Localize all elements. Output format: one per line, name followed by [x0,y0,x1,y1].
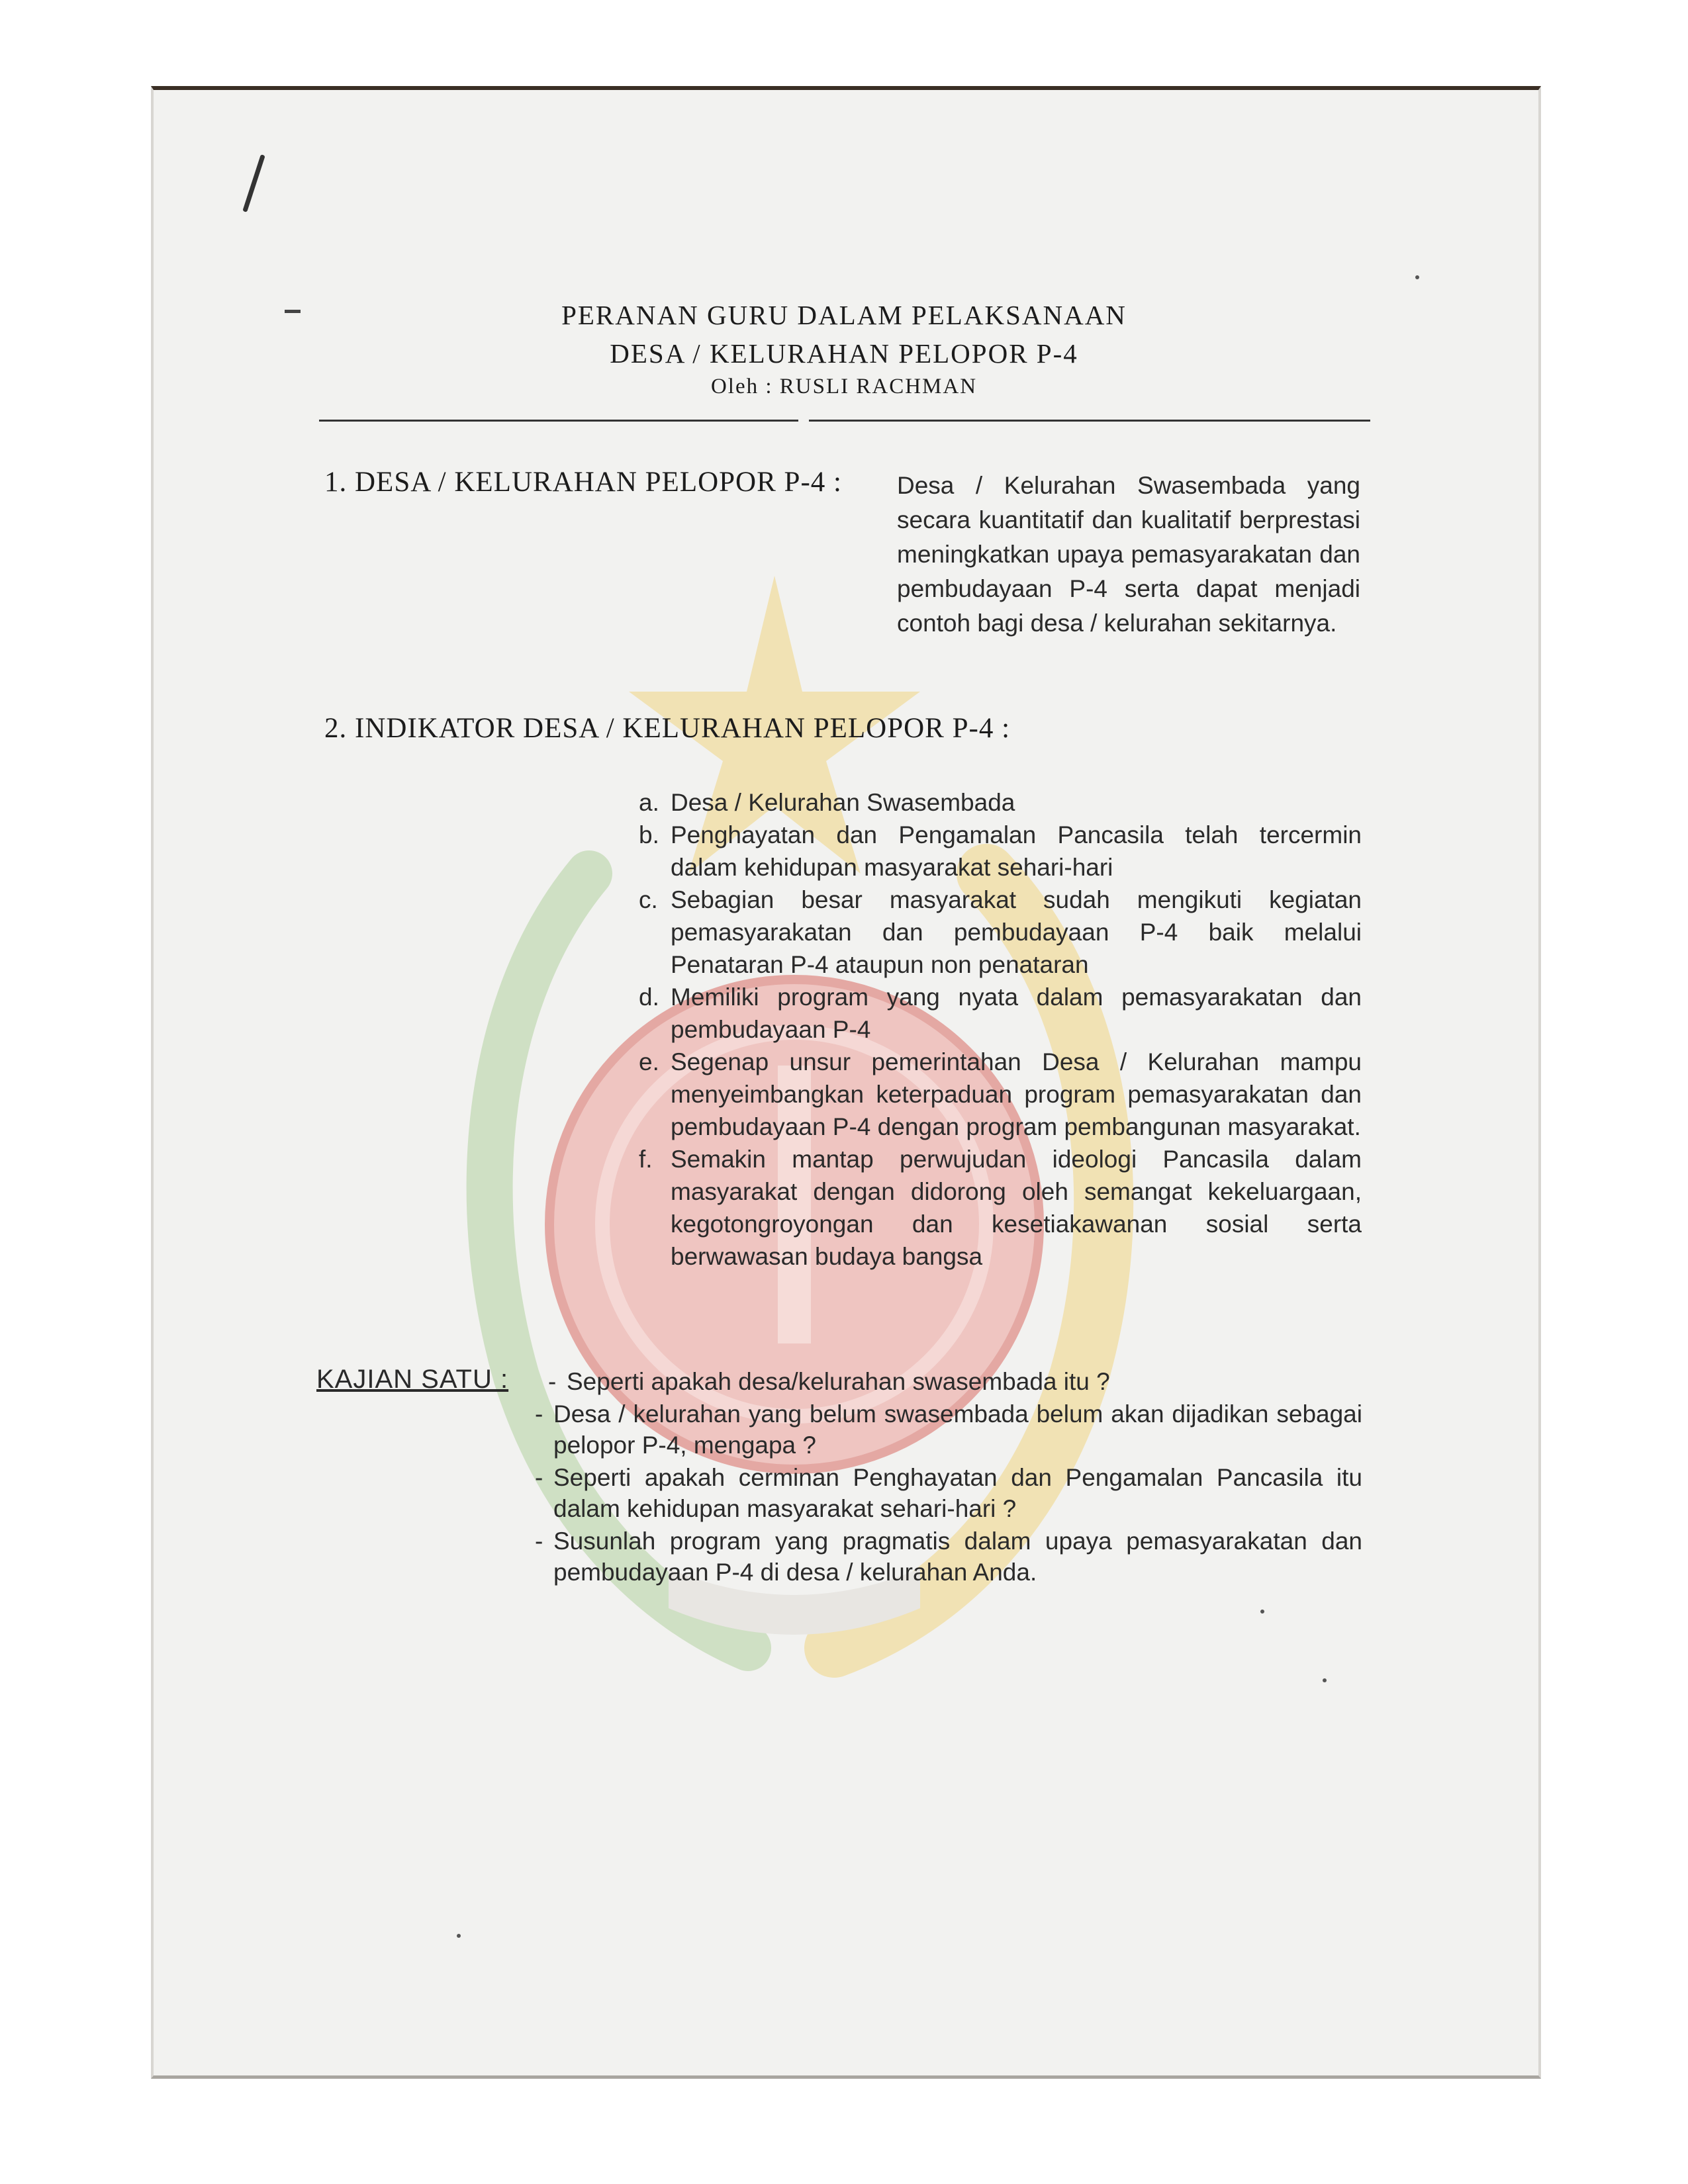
kajian-question-list [535,1366,1362,1589]
indicator-item [639,981,1362,1046]
indicator-item [639,786,1362,819]
dash-bullet: - [548,1368,557,1395]
indicator-letter: b. [639,821,659,848]
dash-bullet: - [535,1527,543,1555]
dash-bullet: - [535,1400,543,1428]
indicator-text: Segenap unsur pemerintahan Desa / Kelurahan mampu menyeimbangkan keterpaduan program pemasyarakatan dan pembudayaan P-4 dengan program pembangunan masyarakat. [671,1048,1362,1140]
indicator-text: Semakin mantap perwujudan ideologi Pancasila dalam masyarakat dengan didorong oleh semangat kekeluargaan, kegotongroyongan dan kesetiakawanan sosial serta berwawasan budaya bangsa [671,1146,1362,1270]
kajian-question [548,1366,1362,1397]
kajian-question-text: Seperti apakah cerminan Penghayatan dan Pengamalan Pancasila itu dalam kehidupan masyarakat sehari-hari ? [553,1464,1362,1522]
indicator-text: Desa / Kelurahan Swasembada [671,789,1015,816]
section1-heading: 1. DESA / KELURAHAN PELOPOR P-4 : [324,467,842,498]
kajian-question [535,1462,1362,1524]
scan-speck [1415,275,1419,279]
scan-speck [1323,1678,1327,1682]
title-divider-left [319,420,798,422]
indicator-text: Memiliki program yang nyata dalam pemasyarakatan dan pembudayaan P-4 [671,983,1362,1043]
title-divider-right [809,420,1370,422]
indicator-letter: f. [639,1146,653,1173]
dash-bullet: - [535,1464,543,1491]
kajian-question [535,1525,1362,1588]
indicator-item [639,1046,1362,1143]
indicator-item [639,819,1362,884]
indicator-letter: e. [639,1048,659,1075]
indicator-text: Penghayatan dan Pengamalan Pancasila telah tercermin dalam kehidupan masyarakat sehari-hari [671,821,1362,881]
indicator-letter: a. [639,789,659,816]
kajian-question [535,1398,1362,1461]
indicator-list [639,786,1362,1273]
section2-heading: 2. INDIKATOR DESA / KELURAHAN PELOPOR P-4 : [324,713,1011,744]
document-title-line2: DESA / KELURAHAN PELOPOR P-4 [610,338,1078,369]
section1-definition: Desa / Kelurahan Swasembada yang secara kuantitatif dan kualitatif berprestasi meningkatkan upaya pemasyarakatan dan pembudayaan P-4 serta dapat menjadi contoh bagi desa / kelurahan sekitarnya. [897,472,1360,637]
indicator-letter: c. [639,886,658,913]
document-title-line1: PERANAN GURU DALAM PELAKSANAAN [561,300,1127,330]
document-author: Oleh : RUSLI RACHMAN [710,375,978,398]
scan-speck [457,1934,461,1938]
indicator-letter: d. [639,983,659,1011]
indicator-text: Sebagian besar masyarakat sudah mengikuti kegiatan pemasyarakatan dan pembudayaan P-4 baik melalui Penataran P-4 ataupun non penataran [671,886,1362,978]
kajian-question-text: Susunlah program yang pragmatis dalam upaya pemasyarakatan dan pembudayaan P-4 di desa / kelurahan Anda. [553,1527,1362,1586]
kajian-question-text: Desa / kelurahan yang belum swasembada belum akan dijadikan sebagai pelopor P-4, mengapa ? [553,1400,1362,1459]
kajian-question-text: Seperti apakah desa/kelurahan swasembada itu ? [567,1368,1110,1395]
kajian-label: KAJIAN SATU : [316,1365,509,1394]
scan-speck [1260,1610,1264,1614]
indicator-item [639,884,1362,981]
indicator-item [639,1143,1362,1273]
